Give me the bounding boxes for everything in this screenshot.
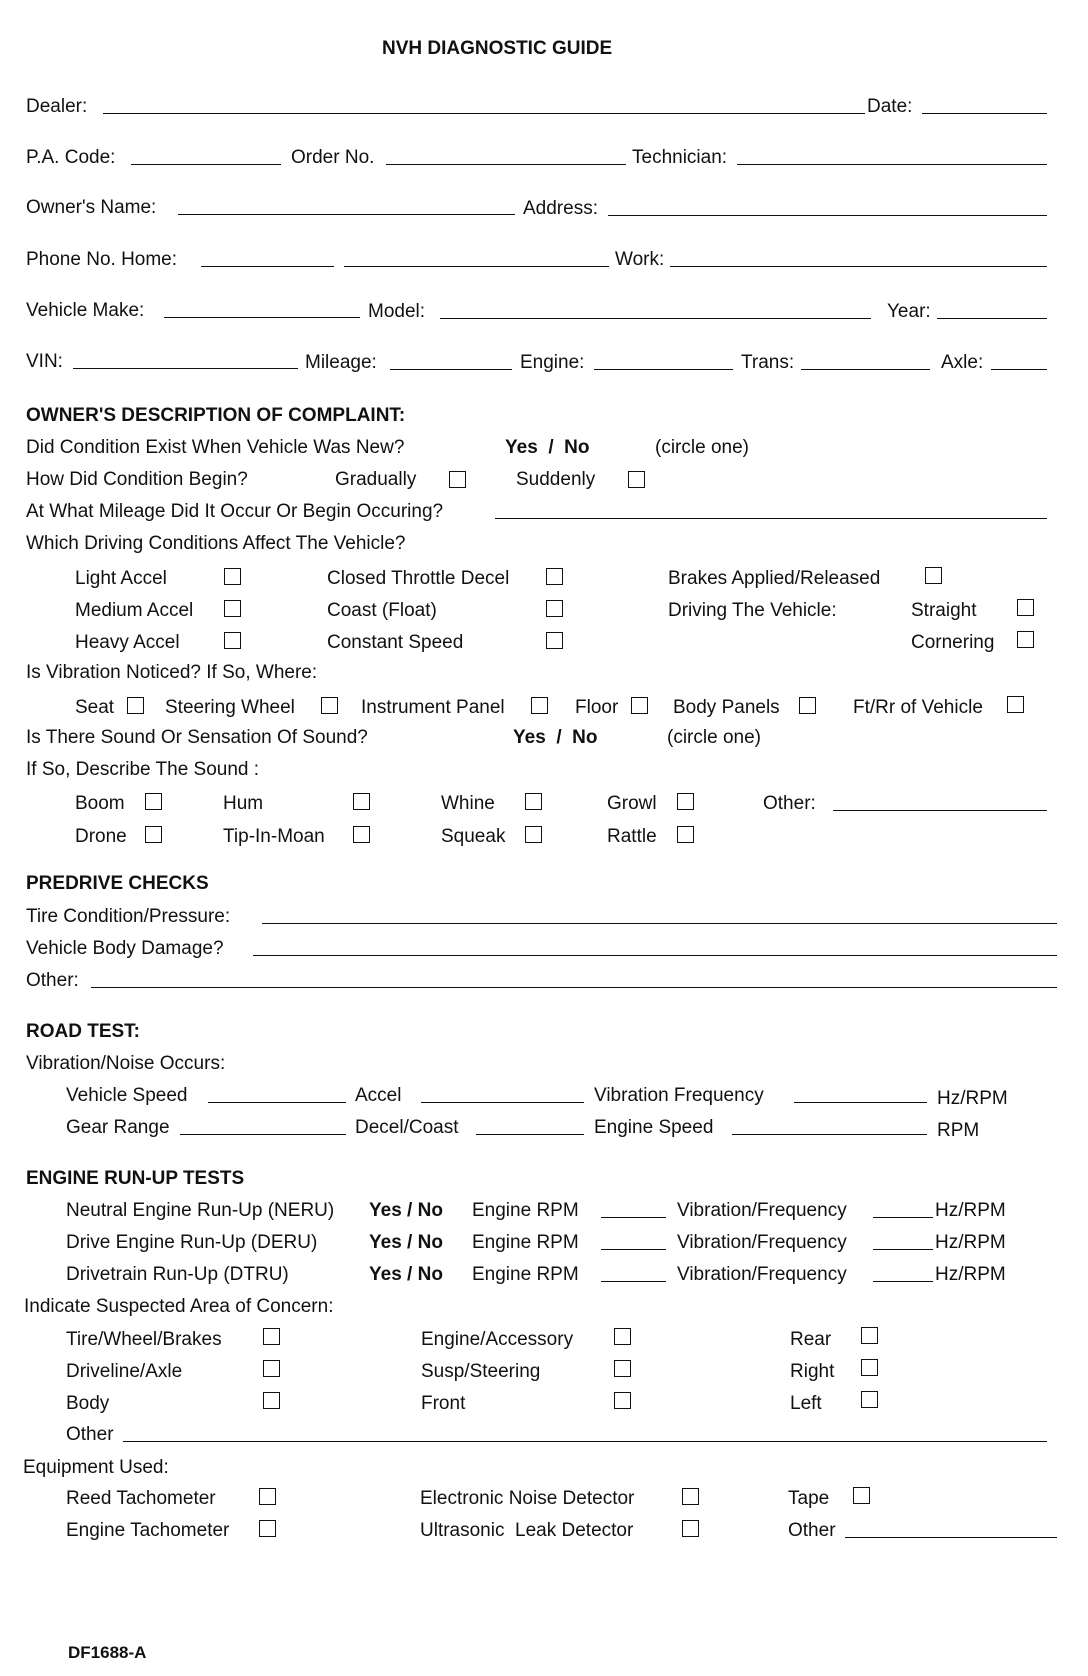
- sound-other-field[interactable]: [833, 810, 1047, 811]
- pa-code-label: P.A. Code:: [26, 147, 116, 168]
- drone-checkbox[interactable]: [145, 826, 162, 843]
- whine-checkbox[interactable]: [525, 793, 542, 810]
- page-title: NVH DIAGNOSTIC GUIDE: [382, 38, 613, 59]
- predrive-other-field[interactable]: [91, 987, 1057, 988]
- phone-home-field-1[interactable]: [201, 266, 334, 267]
- engine-tachometer-label: Engine Tachometer: [66, 1520, 230, 1541]
- ft-rr-label: Ft/Rr of Vehicle: [853, 697, 983, 718]
- equipment-heading: Equipment Used:: [23, 1457, 169, 1478]
- suddenly-checkbox[interactable]: [628, 471, 645, 488]
- vehicle-make-field[interactable]: [164, 317, 360, 318]
- yes-no-new[interactable]: Yes / No: [505, 437, 590, 458]
- steering-wheel-label: Steering Wheel: [165, 697, 295, 718]
- tip-in-moan-label: Tip-In-Moan: [223, 826, 325, 847]
- front-label: Front: [421, 1393, 466, 1414]
- medium-accel-checkbox[interactable]: [224, 600, 241, 617]
- vibration-frequency-label: Vibration Frequency: [594, 1085, 764, 1106]
- body-damage-label: Vehicle Body Damage?: [26, 938, 224, 959]
- mileage-label: Mileage:: [305, 352, 377, 373]
- accel-field[interactable]: [421, 1102, 584, 1103]
- engine-speed-field[interactable]: [732, 1134, 927, 1135]
- address-field[interactable]: [608, 215, 1047, 216]
- coast-checkbox[interactable]: [546, 600, 563, 617]
- neru-engine-rpm-field[interactable]: [601, 1217, 666, 1218]
- body-panels-checkbox[interactable]: [799, 697, 816, 714]
- medium-accel-label: Medium Accel: [75, 600, 194, 621]
- order-no-field[interactable]: [386, 164, 626, 165]
- steering-wheel-checkbox[interactable]: [321, 697, 338, 714]
- q-condition-new: Did Condition Exist When Vehicle Was New?: [26, 437, 405, 458]
- accel-label: Accel: [355, 1085, 402, 1106]
- tire-wheel-brakes-label: Tire/Wheel/Brakes: [66, 1329, 222, 1350]
- predrive-other-label: Other:: [26, 970, 79, 991]
- vin-label: VIN:: [26, 351, 63, 372]
- engine-label: Engine:: [520, 352, 585, 373]
- brakes-checkbox[interactable]: [925, 567, 942, 584]
- circle-one-sound: (circle one): [667, 727, 761, 748]
- decel-coast-field[interactable]: [476, 1134, 584, 1135]
- hum-checkbox[interactable]: [353, 793, 370, 810]
- vehicle-make-label: Vehicle Make:: [26, 300, 145, 321]
- pa-code-field[interactable]: [131, 164, 281, 165]
- dtru-yes-no[interactable]: Yes / No: [369, 1264, 443, 1285]
- technician-field[interactable]: [737, 164, 1047, 165]
- q-sound: Is There Sound Or Sensation Of Sound?: [26, 727, 368, 748]
- electronic-noise-checkbox[interactable]: [682, 1488, 699, 1505]
- ultrasonic-leak-checkbox[interactable]: [682, 1520, 699, 1537]
- model-label: Model:: [368, 301, 426, 322]
- hz-rpm-unit: Hz/RPM: [937, 1088, 1008, 1109]
- axle-field[interactable]: [991, 369, 1047, 370]
- phone-home-field-2[interactable]: [344, 266, 609, 267]
- deru-vib-freq-field[interactable]: [873, 1249, 933, 1250]
- phone-home-label: Phone No. Home:: [26, 249, 178, 270]
- dtru-vib-freq-label: Vibration/Frequency: [677, 1264, 847, 1285]
- dtru-hz-rpm-unit: Hz/RPM: [935, 1264, 1006, 1285]
- instrument-panel-checkbox[interactable]: [531, 697, 548, 714]
- trans-field[interactable]: [801, 369, 930, 370]
- deru-hz-rpm-unit: Hz/RPM: [935, 1232, 1006, 1253]
- neru-yes-no[interactable]: Yes / No: [369, 1200, 443, 1221]
- front-checkbox[interactable]: [614, 1392, 631, 1409]
- vehicle-speed-label: Vehicle Speed: [66, 1085, 188, 1106]
- deru-yes-no[interactable]: Yes / No: [369, 1232, 443, 1253]
- light-accel-label: Light Accel: [75, 568, 167, 589]
- dtru-engine-rpm-label: Engine RPM: [472, 1264, 579, 1285]
- light-accel-checkbox[interactable]: [224, 568, 241, 585]
- driving-vehicle-label: Driving The Vehicle:: [668, 600, 837, 621]
- vehicle-speed-field[interactable]: [208, 1102, 346, 1103]
- owners-name-field[interactable]: [178, 214, 515, 215]
- left-checkbox[interactable]: [861, 1391, 878, 1408]
- runup-heading: ENGINE RUN-UP TESTS: [26, 1168, 245, 1189]
- owners-name-label: Owner's Name:: [26, 197, 157, 218]
- q-driving-conditions: Which Driving Conditions Affect The Vehicle?: [26, 533, 406, 554]
- drone-label: Drone: [75, 826, 127, 847]
- tire-condition-label: Tire Condition/Pressure:: [26, 906, 231, 927]
- equipment-other-field[interactable]: [845, 1537, 1057, 1538]
- mileage-field[interactable]: [390, 369, 512, 370]
- suddenly-label: Suddenly: [516, 469, 596, 490]
- equipment-other-label: Other: [788, 1520, 836, 1541]
- driveline-axle-label: Driveline/Axle: [66, 1361, 183, 1382]
- neru-engine-rpm-label: Engine RPM: [472, 1200, 579, 1221]
- tape-checkbox[interactable]: [853, 1487, 870, 1504]
- year-field[interactable]: [937, 318, 1047, 319]
- concern-other-field[interactable]: [123, 1441, 1047, 1442]
- engine-accessory-checkbox[interactable]: [614, 1328, 631, 1345]
- deru-engine-rpm-field[interactable]: [601, 1249, 666, 1250]
- left-label: Left: [790, 1393, 822, 1414]
- brakes-label: Brakes Applied/Released: [668, 568, 881, 589]
- date-field[interactable]: [922, 113, 1047, 114]
- date-label: Date:: [867, 96, 913, 117]
- concern-heading: Indicate Suspected Area of Concern:: [24, 1296, 334, 1317]
- road-test-heading: ROAD TEST:: [26, 1021, 140, 1042]
- coast-label: Coast (Float): [327, 600, 437, 621]
- engine-accessory-label: Engine/Accessory: [421, 1329, 574, 1350]
- body-panels-label: Body Panels: [673, 697, 780, 718]
- dtru-engine-rpm-field[interactable]: [601, 1281, 666, 1282]
- tip-in-moan-checkbox[interactable]: [353, 826, 370, 843]
- work-label: Work:: [615, 249, 665, 270]
- right-label: Right: [790, 1361, 835, 1382]
- complaint-heading: OWNER'S DESCRIPTION OF COMPLAINT:: [26, 405, 406, 426]
- dealer-field[interactable]: [103, 113, 865, 114]
- seat-checkbox[interactable]: [127, 697, 144, 714]
- floor-checkbox[interactable]: [631, 697, 648, 714]
- heavy-accel-label: Heavy Accel: [75, 632, 180, 653]
- work-field[interactable]: [670, 266, 1047, 267]
- driveline-axle-checkbox[interactable]: [263, 1360, 280, 1377]
- deru-label: Drive Engine Run-Up (DERU): [66, 1232, 318, 1253]
- q-mileage: At What Mileage Did It Occur Or Begin Occuring?: [26, 501, 444, 522]
- rear-checkbox[interactable]: [861, 1327, 878, 1344]
- boom-checkbox[interactable]: [145, 793, 162, 810]
- closed-throttle-label: Closed Throttle Decel: [327, 568, 510, 589]
- year-label: Year:: [887, 301, 931, 322]
- dtru-vib-freq-field[interactable]: [873, 1281, 933, 1282]
- reed-tachometer-checkbox[interactable]: [259, 1488, 276, 1505]
- gradually-checkbox[interactable]: [449, 471, 466, 488]
- tire-wheel-brakes-checkbox[interactable]: [263, 1328, 280, 1345]
- body-label: Body: [66, 1393, 110, 1414]
- heavy-accel-checkbox[interactable]: [224, 632, 241, 649]
- engine-field[interactable]: [594, 369, 733, 370]
- mileage-occur-field[interactable]: [495, 518, 1047, 519]
- rear-label: Rear: [790, 1329, 832, 1350]
- growl-label: Growl: [607, 793, 657, 814]
- hum-label: Hum: [223, 793, 264, 814]
- axle-label: Axle:: [941, 352, 984, 373]
- vibration-frequency-field[interactable]: [794, 1102, 927, 1103]
- q-describe-sound: If So, Describe The Sound :: [26, 759, 260, 780]
- neru-vib-freq-label: Vibration/Frequency: [677, 1200, 847, 1221]
- body-damage-field[interactable]: [253, 955, 1057, 956]
- address-label: Address:: [523, 198, 598, 219]
- dealer-label: Dealer:: [26, 96, 88, 117]
- sound-other-label: Other:: [763, 793, 816, 814]
- neru-vib-freq-field[interactable]: [873, 1217, 933, 1218]
- constant-speed-checkbox[interactable]: [546, 632, 563, 649]
- engine-speed-label: Engine Speed: [594, 1117, 714, 1138]
- neru-label: Neutral Engine Run-Up (NERU): [66, 1200, 335, 1221]
- whine-label: Whine: [441, 793, 495, 814]
- instrument-panel-label: Instrument Panel: [361, 697, 505, 718]
- q-condition-begin: How Did Condition Begin?: [26, 469, 248, 490]
- gradually-label: Gradually: [335, 469, 417, 490]
- constant-speed-label: Constant Speed: [327, 632, 464, 653]
- engine-tachometer-checkbox[interactable]: [259, 1520, 276, 1537]
- deru-engine-rpm-label: Engine RPM: [472, 1232, 579, 1253]
- yes-no-sound[interactable]: Yes / No: [513, 727, 598, 748]
- cornering-label: Cornering: [911, 632, 995, 653]
- seat-label: Seat: [75, 697, 115, 718]
- growl-checkbox[interactable]: [677, 793, 694, 810]
- squeak-checkbox[interactable]: [525, 826, 542, 843]
- body-checkbox[interactable]: [263, 1392, 280, 1409]
- gear-range-field[interactable]: [180, 1134, 346, 1135]
- gear-range-label: Gear Range: [66, 1117, 170, 1138]
- model-field[interactable]: [440, 318, 871, 319]
- order-no-label: Order No.: [291, 147, 375, 168]
- straight-label: Straight: [911, 600, 977, 621]
- susp-steering-checkbox[interactable]: [614, 1360, 631, 1377]
- trans-label: Trans:: [741, 352, 795, 373]
- electronic-noise-label: Electronic Noise Detector: [420, 1488, 635, 1509]
- rpm-unit: RPM: [937, 1120, 980, 1141]
- tire-condition-field[interactable]: [262, 923, 1057, 924]
- straight-checkbox[interactable]: [1017, 599, 1034, 616]
- circle-one-new: (circle one): [655, 437, 749, 458]
- cornering-checkbox[interactable]: [1017, 631, 1034, 648]
- susp-steering-label: Susp/Steering: [421, 1361, 541, 1382]
- vibration-occurs-label: Vibration/Noise Occurs:: [26, 1053, 226, 1074]
- rattle-checkbox[interactable]: [677, 826, 694, 843]
- closed-throttle-checkbox[interactable]: [546, 568, 563, 585]
- dtru-label: Drivetrain Run-Up (DTRU): [66, 1264, 289, 1285]
- floor-label: Floor: [575, 697, 619, 718]
- ultrasonic-leak-label: Ultrasonic Leak Detector: [420, 1520, 634, 1541]
- squeak-label: Squeak: [441, 826, 506, 847]
- tape-label: Tape: [788, 1488, 830, 1509]
- concern-other-label: Other: [66, 1424, 114, 1445]
- deru-vib-freq-label: Vibration/Frequency: [677, 1232, 847, 1253]
- decel-coast-label: Decel/Coast: [355, 1117, 459, 1138]
- neru-hz-rpm-unit: Hz/RPM: [935, 1200, 1006, 1221]
- boom-label: Boom: [75, 793, 125, 814]
- reed-tachometer-label: Reed Tachometer: [66, 1488, 216, 1509]
- technician-label: Technician:: [632, 147, 728, 168]
- vin-field[interactable]: [73, 368, 298, 369]
- rattle-label: Rattle: [607, 826, 657, 847]
- predrive-heading: PREDRIVE CHECKS: [26, 873, 209, 894]
- form-code: DF1688-A: [68, 1643, 147, 1662]
- q-vibration: Is Vibration Noticed? If So, Where:: [26, 662, 318, 683]
- right-checkbox[interactable]: [861, 1359, 878, 1376]
- ft-rr-checkbox[interactable]: [1007, 696, 1024, 713]
